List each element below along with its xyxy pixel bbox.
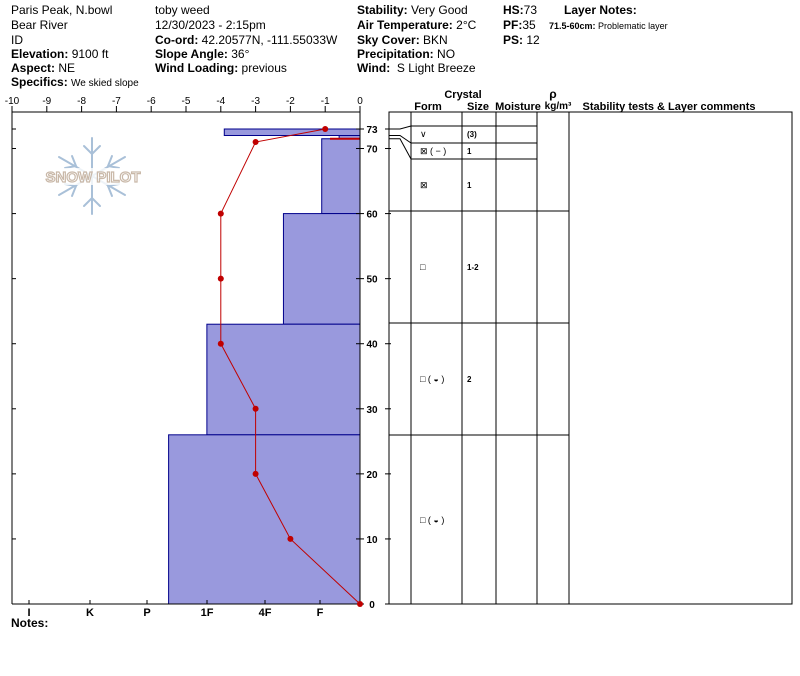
- mountain-range: Bear River: [11, 18, 68, 32]
- comments-header: Stability tests & Layer comments: [582, 101, 756, 113]
- hardness-bar: [283, 214, 360, 325]
- aspect: Aspect: NE: [11, 61, 76, 75]
- layer-size: 2: [467, 375, 472, 384]
- moisture-header: Moisture: [495, 101, 541, 113]
- wind-loading: Wind Loading: previous: [155, 61, 287, 75]
- stability: Stability: Very Good: [357, 3, 468, 17]
- height-tick-label: 73: [366, 125, 378, 136]
- hardness-bar: [224, 129, 360, 136]
- sky-cover: Sky Cover: BKN: [357, 33, 448, 47]
- temperature-point: [253, 139, 259, 145]
- density-unit-header: kg/m³: [544, 101, 572, 112]
- layer-form: ⊠: [420, 180, 428, 190]
- elevation: Elevation: 9100 ft: [11, 47, 109, 61]
- layer-size: 1: [467, 147, 472, 156]
- specifics: Specifics: We skied slope: [11, 75, 139, 89]
- form-header: Form: [414, 101, 442, 113]
- temp-tick-label: -6: [146, 96, 156, 107]
- hardness-label: F: [316, 607, 324, 619]
- temperature-point: [253, 471, 259, 477]
- layer-form: ∨: [420, 129, 427, 139]
- hardness-label: K: [86, 607, 94, 619]
- height-tick-label: 70: [366, 144, 378, 156]
- layer-size: 1: [467, 181, 472, 190]
- temp-tick-label: -3: [251, 96, 261, 107]
- ps: PS: 12: [503, 33, 540, 47]
- hs: HS:73: [503, 3, 538, 17]
- coordinates: Co-ord: 42.20577N, -111.55033W: [155, 33, 338, 47]
- temp-tick-label: -7: [111, 96, 121, 107]
- temperature-point: [218, 276, 224, 282]
- hardness-label: P: [143, 607, 151, 619]
- state: ID: [11, 33, 23, 47]
- temperature-point: [253, 406, 259, 412]
- precipitation: Precipitation: NO: [357, 47, 456, 61]
- temperature-point: [322, 126, 328, 132]
- air-temperature: Air Temperature: 2°C: [357, 18, 477, 32]
- layer-form: □ ( ◒ ): [420, 374, 445, 384]
- crystal-header: Crystal: [444, 89, 482, 101]
- temp-tick-label: -8: [77, 96, 87, 107]
- hardness-bar: [322, 139, 360, 214]
- pf: PF:35: [503, 18, 536, 32]
- slope-angle: Slope Angle: 36°: [155, 47, 250, 61]
- snowpilot-logo: [34, 138, 153, 214]
- hardness-bar: [169, 435, 360, 604]
- temperature-point: [218, 211, 224, 217]
- wind: Wind: S Light Breeze: [357, 61, 476, 75]
- temp-tick-label: -9: [42, 96, 52, 107]
- hardness-label: 1F: [200, 607, 214, 619]
- height-tick-label: 50: [366, 274, 378, 286]
- temp-tick-label: -5: [181, 96, 191, 107]
- temp-tick-label: -4: [216, 96, 226, 107]
- temperature-point: [357, 601, 363, 607]
- hardness-label: 4F: [258, 607, 272, 619]
- height-tick-label: 60: [366, 209, 378, 221]
- height-tick-label: 40: [366, 339, 378, 351]
- observer: toby weed: [155, 3, 210, 17]
- layer-notes-title: Layer Notes:: [564, 3, 637, 17]
- temp-tick-label: -10: [4, 96, 20, 107]
- temperature-point: [218, 341, 224, 347]
- site-name: Paris Peak, N.bowl: [11, 3, 113, 17]
- layer-connector: [389, 139, 411, 159]
- height-tick-label: 20: [366, 469, 378, 481]
- observation-datetime: 12/30/2023 - 2:15pm: [155, 18, 266, 32]
- layer-form: □ ( ◒ ): [420, 515, 445, 525]
- rho-header: ρ: [549, 87, 557, 101]
- size-header: Size: [466, 101, 490, 113]
- temp-tick-label: -2: [285, 96, 295, 107]
- notes-label: Notes:: [11, 616, 49, 630]
- hardness-label: I: [27, 607, 31, 619]
- layer-form: ⊠ ( − ): [420, 146, 447, 156]
- hardness-bar: [207, 324, 360, 435]
- logo-text: SNOW PILOT: [45, 169, 141, 186]
- layer-size: 1-2: [467, 263, 479, 272]
- temp-tick-label: 0: [357, 96, 363, 107]
- layer-size: (3): [467, 130, 477, 139]
- height-tick-label: 10: [366, 534, 378, 546]
- temp-tick-label: -1: [320, 96, 330, 107]
- height-tick-label: 30: [366, 404, 378, 416]
- layer-note: 71.5-60cm: Problematic layer: [549, 21, 668, 31]
- layer-connector: [389, 126, 411, 129]
- layer-form: □: [420, 262, 426, 272]
- height-tick-label: 0: [369, 600, 375, 611]
- temperature-point: [287, 536, 293, 542]
